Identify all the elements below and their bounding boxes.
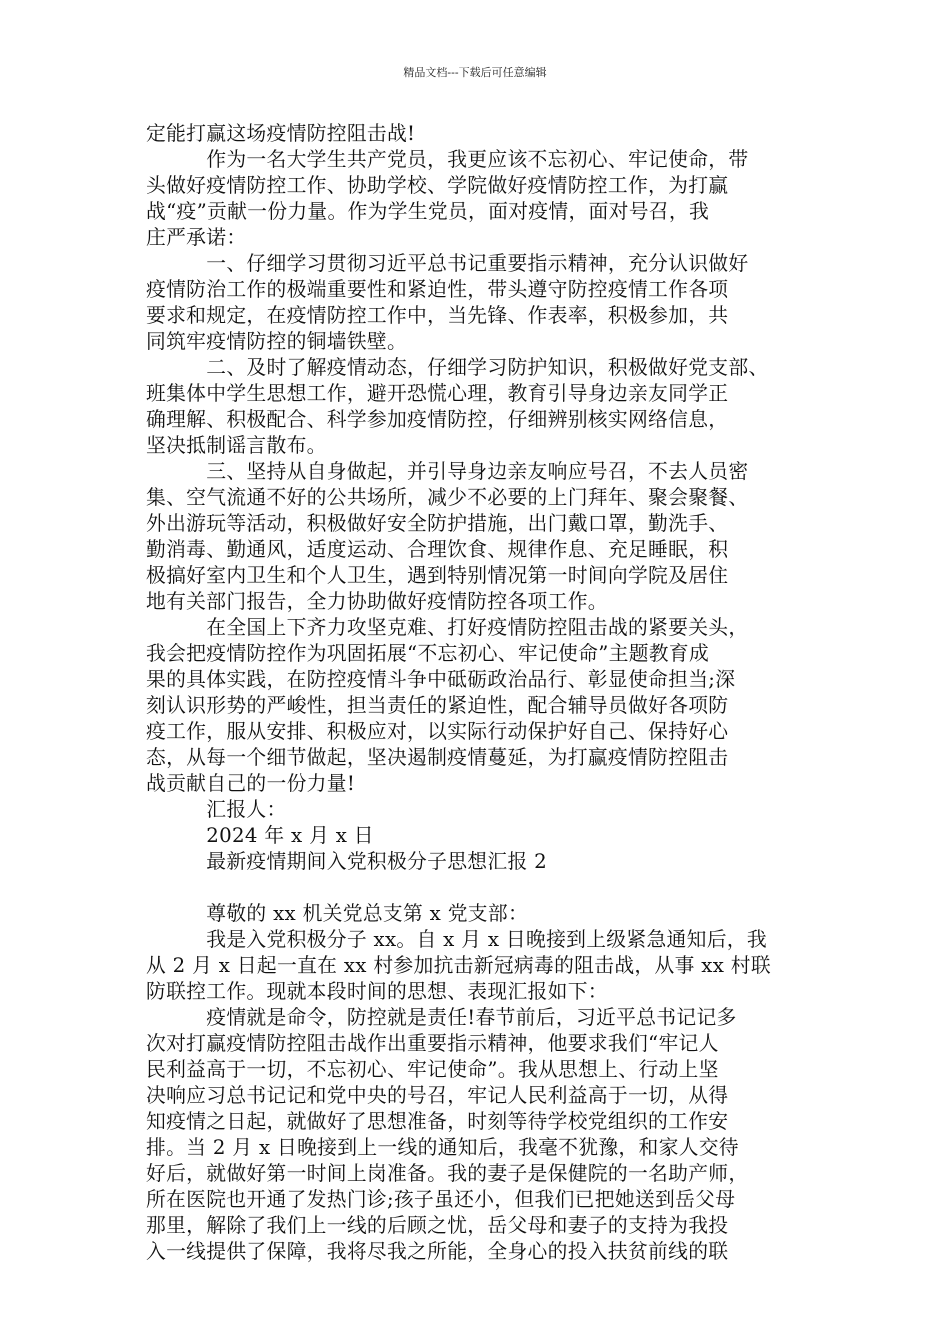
text-line: 好后，就做好第一时间上岗准备。我的妻子是保健院的一名助产师， — [146, 1162, 749, 1185]
text-line: 所在医院也开通了发热门诊;孩子虽还小，但我们已把她送到岳父母 — [146, 1188, 736, 1211]
text-line: 知疫情之日起，就做好了思想准备，时刻等待学校党组织的工作安 — [146, 1110, 729, 1133]
text-line: 态，从每一个细节做起，坚决遏制疫情蔓延，为打赢疫情防控阻击 — [146, 746, 729, 769]
text-line: 入一线提供了保障，我将尽我之所能，全身心的投入扶贫前线的联 — [146, 1240, 729, 1263]
text-line: 我会把疫情防控作为巩固拓展“不忘初心、牢记使命”主题教育成 — [146, 642, 710, 665]
text-line: 定能打赢这场疫情防控阻击战! — [146, 122, 416, 145]
document-body — [146, 121, 814, 1265]
text-line: 疫情防治工作的极端重要性和紧迫性，带头遵守防控疫情工作各项 — [146, 278, 729, 301]
text-line: 要求和规定，在疫情防控工作中，当先锋、作表率，积极参加，共 — [146, 304, 729, 327]
text-line: 地有关部门报告，全力协助做好疫情防控各项工作。 — [146, 590, 608, 613]
text-line: 头做好疫情防控工作、协助学校、学院做好疫情防控工作，为打赢 — [146, 174, 729, 197]
blank-line — [146, 875, 814, 901]
text-line: 勤消毒、勤通风，适度运动、合理饮食、规律作息、充足睡眠，积 — [146, 538, 729, 561]
text-line: 刻认识形势的严峻性，担当责任的紧迫性，配合辅导员做好各项防 — [146, 694, 729, 717]
text-line: 那里，解除了我们上一线的后顾之忧，岳父母和妻子的支持为我投 — [146, 1214, 729, 1237]
text-line: 战贡献自己的一份力量! — [146, 772, 356, 795]
text-line: 从 2 月 x 日起一直在 xx 村参加抗击新冠病毒的阻击战，从事 xx 村联 — [146, 954, 771, 977]
text-line: 民利益高于一切，不忘初心、牢记使命”。我从思想上、行动上坚 — [146, 1058, 719, 1081]
text-line: 次对打赢疫情防控阻击战作出重要指示精神，他要求我们“牢记人 — [146, 1032, 719, 1055]
text-line: 一、仔细学习贯彻习近平总书记重要指示精神，充分认识做好 — [146, 252, 749, 275]
text-line: 三、坚持从自身做起，并引导身边亲友响应号召，不去人员密 — [146, 460, 749, 483]
text-line: 集、空气流通不好的公共场所，减少不必要的上门拜年、聚会聚餐、 — [146, 486, 749, 509]
text-line: 果的具体实践，在防控疫情斗争中砥砺政治品行、彰显使命担当;深 — [146, 668, 736, 691]
text-line: 确理解、积极配合、科学参加疫情防控，仔细辨别核实网络信息， — [146, 408, 729, 431]
text-line: 防联控工作。现就本段时间的思想、表现汇报如下： — [146, 980, 608, 1003]
text-line: 在全国上下齐力攻坚克难、打好疫情防控阻击战的紧要关头， — [146, 616, 749, 639]
page-header: 精品文档---下载后可任意编辑 — [403, 66, 547, 79]
text-line: 坚决抵制谣言散布。 — [146, 434, 327, 457]
text-line: 汇报人： — [146, 798, 287, 821]
text-line: 外出游玩等活动，积极做好安全防护措施，出门戴口罩，勤洗手、 — [146, 512, 729, 535]
text-line: 我是入党积极分子 xx。自 x 月 x 日晚接到上级紧急通知后，我 — [146, 928, 767, 951]
text-line: 决响应习总书记记和党中央的号召，牢记人民利益高于一切，从得 — [146, 1084, 729, 1107]
text-line: 极搞好室内卫生和个人卫生，遇到特别情况第一时间向学院及居住 — [146, 564, 729, 587]
text-line: 同筑牢疫情防控的铜墙铁壁。 — [146, 330, 408, 353]
text-line: 战“疫”贡献一份力量。作为学生党员，面对疫情，面对号召，我 — [146, 200, 710, 223]
text-line: 班集体中学生思想工作，避开恐慌心理，教育引导身边亲友同学正 — [146, 382, 729, 405]
text-line: 作为一名大学生共产党员，我更应该不忘初心、牢记使命，带 — [146, 148, 749, 171]
text-line: 二、及时了解疫情动态，仔细学习防护知识，积极做好党支部、 — [146, 356, 769, 379]
text-line: 尊敬的 xx 机关党总支第 x 党支部： — [146, 902, 529, 925]
text-line: 庄严承诺： — [146, 226, 247, 249]
text-line: 2024 年 x 月 x 日 — [146, 824, 374, 847]
text-line: 排。当 2 月 x 日晚接到上一线的通知后，我毫不犹豫，和家人交待 — [146, 1136, 739, 1159]
text-line: 最新疫情期间入党积极分子思想汇报 2 — [146, 850, 548, 873]
text-line: 疫工作，服从安排、积极应对，以实际行动保护好自己、保持好心 — [146, 720, 729, 743]
text-line: 疫情就是命令，防控就是责任!春节前后，习近平总书记记多 — [146, 1006, 737, 1029]
